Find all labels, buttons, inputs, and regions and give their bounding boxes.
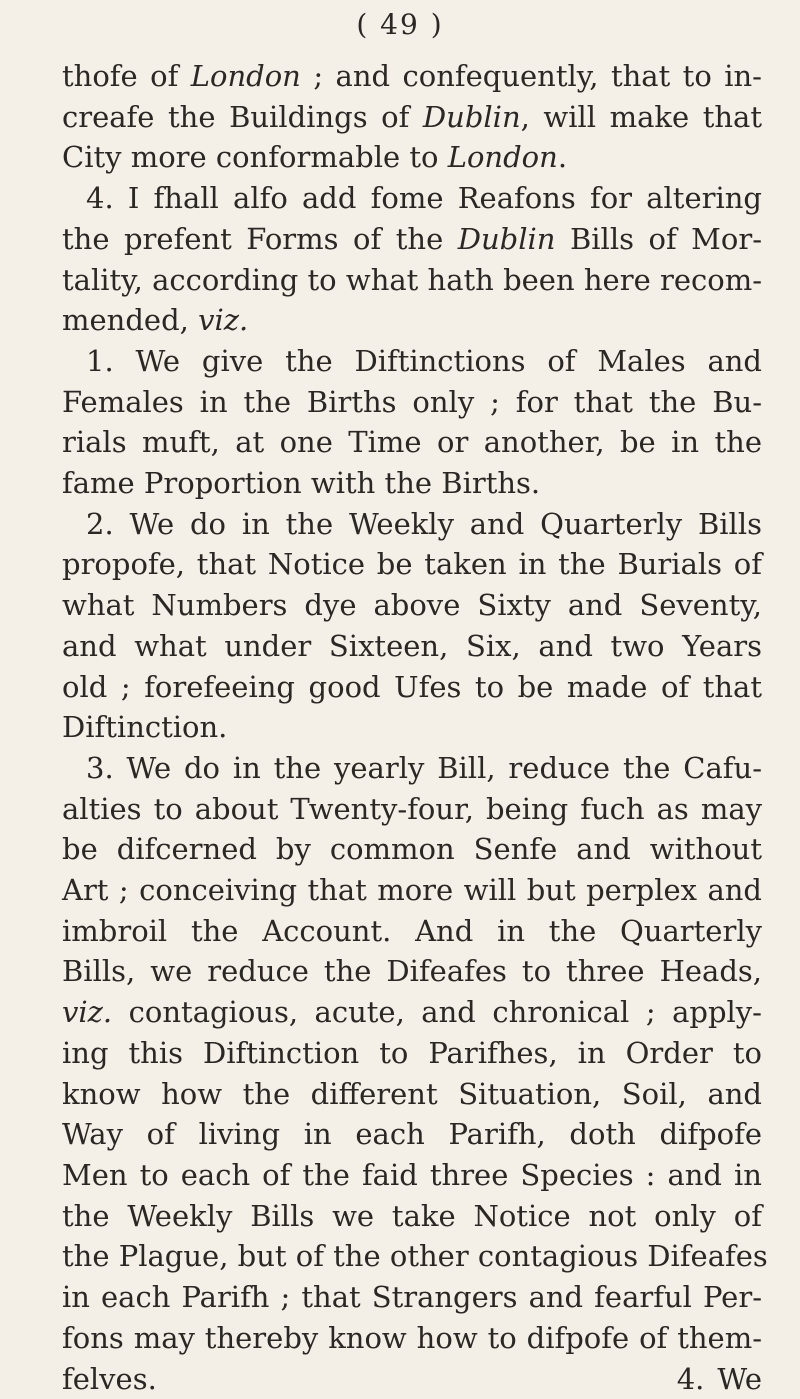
text-line: alties to about Twenty-four, being fuch as may [62,789,762,830]
text-line: the Weekly Bills we take Notice not only of [62,1196,762,1237]
text-line: Diftinction. [62,707,762,748]
text-line: be difcerned by common Senfe and without [62,829,762,870]
text-line: Men to each of the faid three Species : and in [62,1155,762,1196]
text-line: viz. contagious, acute, and chronical ; apply- [62,992,762,1033]
text-line: imbroil the Account. And in the Quarterly [62,911,762,952]
text-line: the Plague, but of the other contagious Difeafes [62,1236,762,1277]
text-line: Females in the Births only ; for that the Bu- [62,382,762,423]
text-line: Way of living in each Parifh, doth difpofe [62,1114,762,1155]
body-text [62,56,762,1399]
text-line: mended, viz. [62,300,762,341]
page-header: ( 49 ) [0,8,800,41]
text-line: rials muft, at one Time or another, be in the [62,422,762,463]
text-line: City more conformable to London. [62,137,762,178]
text-line: know how the different Situation, Soil, and [62,1074,762,1115]
text-line: propofe, that Notice be taken in the Burials of [62,544,762,585]
text-line: old ; forefeeing good Ufes to be made of that [62,667,762,708]
text-line: 3. We do in the yearly Bill, reduce the Cafu- [62,748,762,789]
text-line: and what under Sixteen, Six, and two Years [62,626,762,667]
text-line: Bills, we reduce the Difeafes to three Heads, [62,951,762,992]
text-line: in each Parifh ; that Strangers and fearful Per- [62,1277,762,1318]
text-line: creafe the Buildings of Dublin, will make that [62,97,762,138]
text-line: ing this Diftinction to Parifhes, in Order to [62,1033,762,1074]
text-line: thofe of London ; and confequently, that to in- [62,56,762,97]
text-line: what Numbers dye above Sixty and Seventy, [62,585,762,626]
text-line: tality, according to what hath been here recom- [62,260,762,301]
text-line: 1. We give the Diftinctions of Males and [62,341,762,382]
text-line: fons may thereby know how to difpofe of them- [62,1318,762,1359]
text-line: Art ; conceiving that more will but perplex and [62,870,762,911]
text-line: felves. 4. We [62,1359,762,1399]
text-line: 2. We do in the Weekly and Quarterly Bills [62,504,762,545]
text-line: 4. I fhall alfo add fome Reafons for altering [62,178,762,219]
text-line: fame Proportion with the Births. [62,463,762,504]
text-line: the prefent Forms of the Dublin Bills of Mor- [62,219,762,260]
